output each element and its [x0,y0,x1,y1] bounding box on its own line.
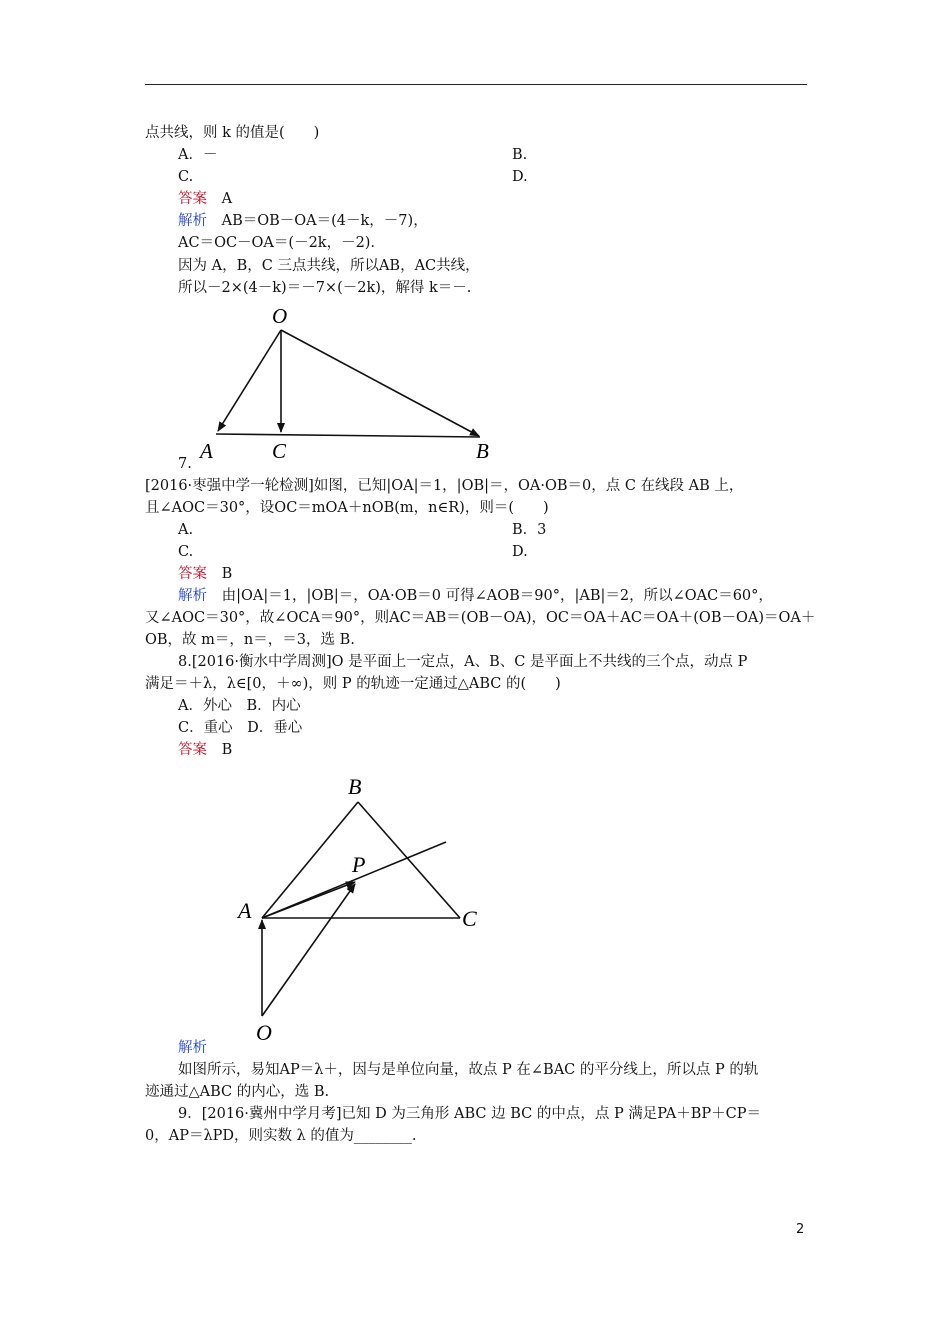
label-b: B [348,774,362,799]
label-o: O [256,1020,272,1045]
figure-triangle-oab [192,298,512,468]
label-b: B [476,439,489,463]
analysis-text: AB＝OB－OA＝(4－k，－7)， [221,213,428,229]
q6-answer [178,189,232,209]
q6-analysis-line1 [178,211,428,231]
q8-analysis-line2: 迹通过△ABC 的内心，选 B. [145,1084,330,1100]
analysis-text: 由|OA|＝1，|OB|＝，OA·OB＝0 可得∠AOB＝90°，|AB|＝2，所以∠OAC＝60°， [221,588,773,604]
q9-stem-line2: 0，AP＝λPD，则实数 λ 的值为________. [145,1128,417,1144]
q9-stem-line1: 9．[2016·冀州中学月考]已知 D 为三角形 ABC 边 BC 的中点，点 P 满足PA＋BP＋CP＝ [178,1106,761,1122]
side-bc [358,802,460,918]
q8-analysis-line1: 如图所示，易知AP＝λ＋，因与是单位向量，故点 P 在∠BAC 的平分线上，所以点 P 的轨 [178,1062,759,1078]
q6-analysis-line3: 因为 A，B，C 三点共线，所以AB，AC共线， [178,258,480,274]
q8-analysis-label: 解析 [178,1040,207,1056]
q7-option-d: D. [512,544,528,560]
label-a: A [200,439,213,463]
vector-oa [218,330,281,431]
label-c: C [272,439,287,463]
page-number: 2 [796,1222,805,1237]
answer-value: B [221,742,233,758]
q7-option-a: A. [178,522,194,538]
vector-op [262,884,355,1016]
q7-option-c: C. [178,544,194,560]
vector-ob [281,330,479,436]
answer-value: B [221,566,233,582]
analysis-label: 解析 [178,213,207,229]
q7-analysis-line2: 又∠AOC＝30°，故∠OCA＝90°，则AC＝AB＝(OB－OA)，OC＝OA＋AC＝OA＋(OB－OA)＝OA＋ [145,610,816,626]
header-rule [145,84,807,85]
q7-option-b: B．3 [512,522,547,538]
q7-stem-line1: [2016·枣强中学一轮检测]如图，已知|OA|＝1，|OB|＝，OA·OB＝0，点 C 在线段 AB 上， [145,478,744,494]
answer-value: A [221,191,233,207]
q6-stem-end: 点共线，则 k 的值是( ) [145,125,320,141]
q6-option-b: B. [512,147,528,163]
label-c: C [462,906,477,931]
answer-label: 答案 [178,742,207,758]
answer-label: 答案 [178,566,207,582]
q7-stem-line2: 且∠AOC＝30°，设OC＝mOA＋nOB(m，n∈R)，则＝( ) [145,500,549,516]
segment-ab [216,434,480,437]
q7-number: 7. [178,456,192,472]
q7-analysis-line1 [178,586,773,606]
q7-analysis-line3: OB，故 m＝，n＝，＝3，选 B. [145,632,355,648]
q8-stem-line2: 满足＝＋λ，λ∈[0，＋∞)，则 P 的轨迹一定通过△ABC 的( ) [145,676,561,692]
label-a: A [238,898,252,923]
analysis-label: 解析 [178,588,207,604]
q6-option-a: A．－ [178,147,218,163]
q8-answer [178,740,232,760]
q7-answer [178,564,232,584]
figure-triangle-abc [228,760,496,1050]
q6-option-c: C. [178,169,194,185]
label-o: O [272,304,288,328]
q8-options-cd: C．重心 D．垂心 [178,720,303,736]
q8-options-ab: A．外心 B．内心 [178,698,301,714]
answer-label: 答案 [178,191,207,207]
q6-analysis-line2: AC＝OC－OA＝(－2k，－2)． [178,235,385,251]
q6-option-d: D. [512,169,528,185]
q8-stem-line1: 8.[2016·衡水中学周测]O 是平面上一定点，A、B、C 是平面上不共线的三个点，动点 P [178,654,748,670]
q6-analysis-line4: 所以－2×(4－k)＝－7×(－2k)，解得 k＝－. [178,280,472,296]
label-p: P [352,852,366,877]
